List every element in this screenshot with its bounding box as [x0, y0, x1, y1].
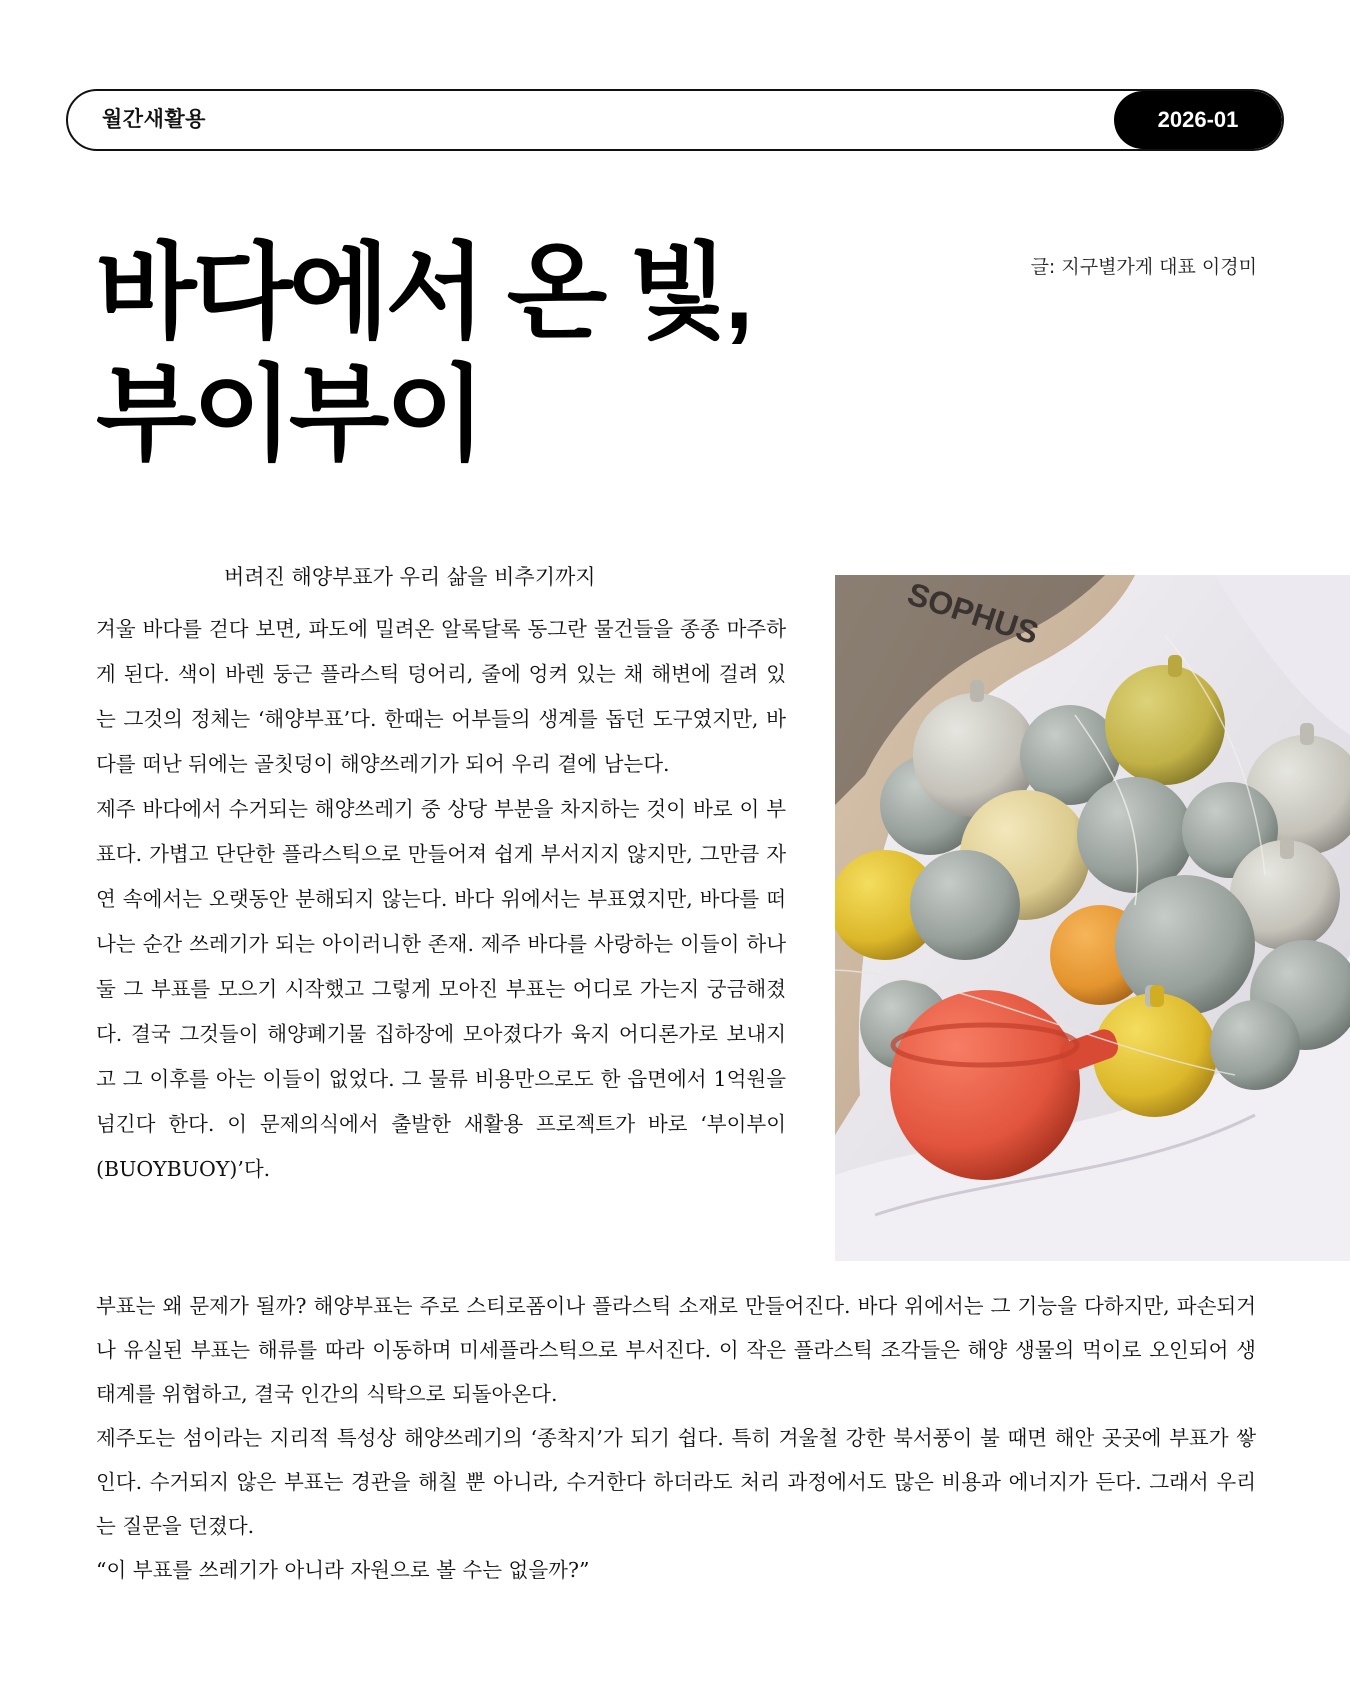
article-title-line2: 부이부이 [96, 357, 482, 473]
article-title [96, 232, 749, 476]
article-body-full-width [96, 1284, 1256, 1592]
article-byline: 글: 지구별가게 대표 이경미 [1030, 256, 1257, 278]
body-paragraph: 겨울 바다를 걷다 보면, 파도에 밀려온 알록달록 동그란 물건들을 종종 마주하게 된다. 색이 바렌 둥근 플라스틱 덩어리, 줄에 엉켜 있는 채 해변에 걸려 있는 그것의 정체는 ‘해양부표’다. 한때는 어부들의 생계를 돕던 도구였지만, 바다를 떠난 뒤에는 골칫덩이 해양쓰레기가 되어 우리 곁에 남는다. [96, 617, 786, 776]
quote-paragraph: “이 부표를 쓰레기가 아니라 자원으로 볼 수는 없을까?” [96, 1558, 590, 1582]
magazine-name: 월간새활용 [102, 108, 206, 131]
body-paragraph: 부표는 왜 문제가 될까? 해양부표는 주로 스티로폼이나 플라스틱 소재로 만들어진다. 바다 위에서는 그 기능을 다하지만, 파손되거나 유실된 부표는 해류를 따라 이동하며 미세플라스틱으로 부서진다. 이 작은 플라스틱 조각들은 해양 생물의 먹이로 오인되어 생태계를 위협하고, 결국 인간의 식탁으로 되돌아온다. [96, 1294, 1256, 1406]
article-subtitle: 버려진 해양부표가 우리 삶을 비추기까지 [224, 565, 596, 589]
buoy-photo [835, 575, 1350, 1261]
buoy-pile-illustration [835, 575, 1350, 1261]
bag-print-text: SOPHUS [903, 575, 1043, 652]
body-paragraph: 제주도는 섬이라는 지리적 특성상 해양쓰레기의 ‘종착지’가 되기 쉽다. 특히 겨울철 강한 북서풍이 불 때면 해안 곳곳에 부표가 쌓인다. 수거되지 않은 부표는 경관을 해칠 뿐 아니라, 수거한다 하더라도 처리 과정에서도 많은 비용과 에너지가 든다. 그래서 우리는 질문을 던졌다. [96, 1426, 1256, 1538]
issue-badge: 2026-01 [1114, 91, 1282, 149]
article-title-line1: 바다에서 온 빛, [96, 235, 750, 351]
magazine-header-bar [66, 89, 1284, 151]
body-paragraph: 제주 바다에서 수거되는 해양쓰레기 중 상당 부분을 차지하는 것이 바로 이 부표다. 가볍고 단단한 플라스틱으로 만들어져 쉽게 부서지지 않지만, 그만큼 자연 속에서는 오랫동안 분해되지 않는다. 바다 위에서는 부표였지만, 바다를 떠나는 순간 쓰레기가 되는 아이러니한 존재. 제주 바다를 사랑하는 이들이 하나 둘 그 부표를 모으기 시작했고 그렇게 모아진 부표는 어디로 가는지 궁금해졌다. 결국 그것들이 해양폐기물 집하장에 모아졌다가 육지 어디론가로 보내지고 그 이후를 아는 이들이 없었다. 그 물류 비용만으로도 한 읍면에서 1억원을 넘긴다 한다. 이 문제의식에서 출발한 새활용 프로젝트가 바로 ‘부이부이(BUOYBUOY)’다. [96, 797, 786, 1181]
article-body-left-column [96, 607, 786, 1192]
